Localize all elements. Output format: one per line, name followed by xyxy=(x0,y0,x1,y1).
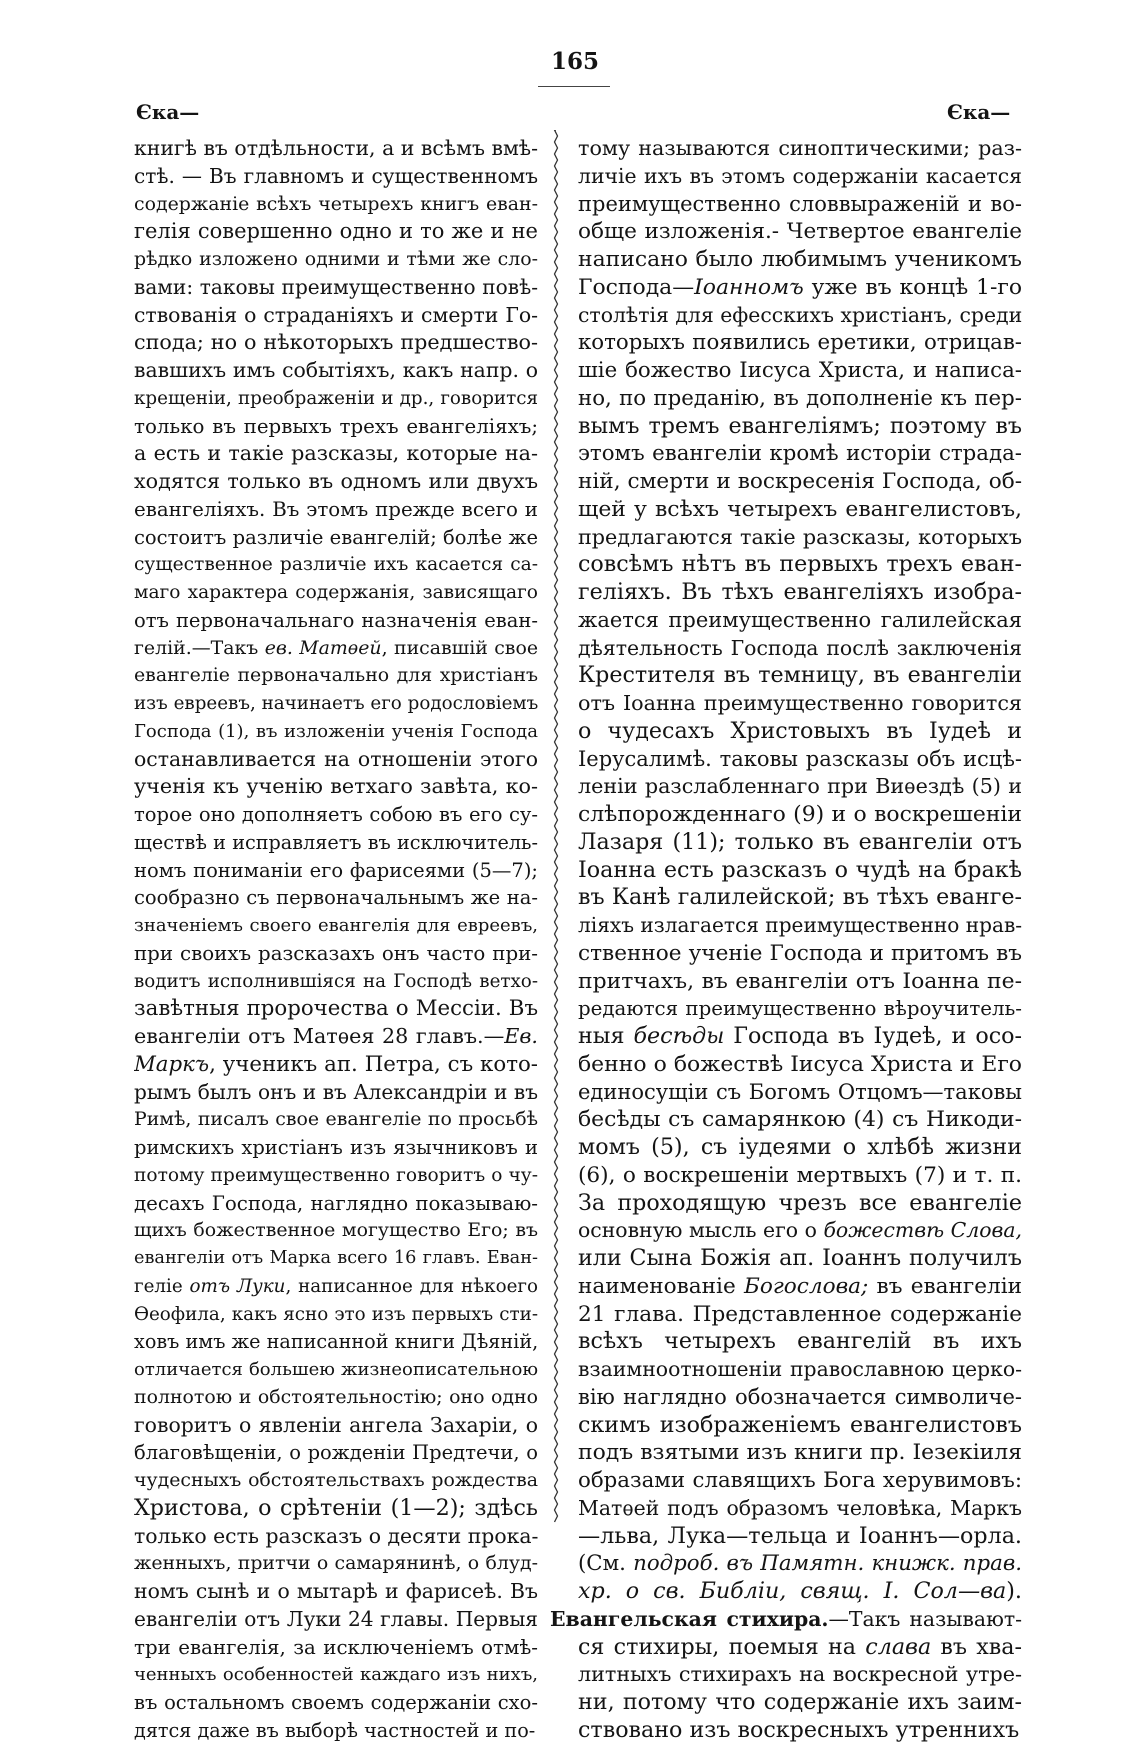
text-segment: содержаніе всѣхъ четырехъ книгъ еван- xyxy=(134,192,538,215)
text-line xyxy=(578,191,1022,219)
text-line xyxy=(134,274,538,302)
text-line xyxy=(134,968,538,996)
text-line xyxy=(134,1634,538,1662)
text-segment: литныхъ стихирахъ на воскресной утре- xyxy=(578,1662,1022,1687)
text-segment: геліе xyxy=(134,1275,190,1297)
text-line xyxy=(134,329,538,357)
text-segment: потому преимущественно говоритъ о чу- xyxy=(134,1164,538,1186)
text-line xyxy=(134,884,538,912)
text-line xyxy=(550,1606,1022,1634)
text-line xyxy=(134,1190,538,1218)
text-line xyxy=(578,1023,1022,1051)
text-segment: полнотою и обстоятельностію; оно одно xyxy=(134,1385,538,1408)
text-line xyxy=(578,607,1022,635)
text-line xyxy=(578,1079,1022,1107)
text-segment: ществѣ и исправляетъ въ исключитель- xyxy=(134,830,538,854)
text-line xyxy=(578,1106,1022,1134)
text-segment: преимущественно словвыраженій и во- xyxy=(578,191,1022,216)
text-segment: обще изложенія.- Четвертое евангеліе xyxy=(578,219,1022,245)
text-line xyxy=(134,912,538,940)
text-line xyxy=(134,496,538,524)
text-segment: щихъ божественное могущество Его; въ xyxy=(134,1219,538,1242)
text-segment: основную мысль его о xyxy=(578,1218,824,1243)
italic-text: Іоанномъ xyxy=(694,274,804,300)
text-segment: Римѣ, писалъ свое евангеліе по просьбѣ xyxy=(134,1108,538,1131)
text-segment: геліяхъ. Въ тѣхъ евангеліяхъ изобра- xyxy=(578,579,1022,605)
text-line xyxy=(578,1661,1022,1689)
text-segment: евангеліи отъ Луки 24 главы. Первыя xyxy=(134,1606,538,1631)
text-line xyxy=(134,1051,538,1079)
text-line xyxy=(578,524,1022,552)
text-segment: въ остальномъ своемъ содержаніи схо- xyxy=(134,1691,538,1714)
text-segment: ни, потому что содержаніе ихъ заим- xyxy=(578,1689,1022,1715)
text-line xyxy=(134,1578,538,1606)
text-line xyxy=(578,440,1022,468)
text-segment: существенное различіе ихъ касается са- xyxy=(134,554,538,576)
text-segment: о чудесахъ Христовыхъ въ Іудеѣ и xyxy=(578,717,1022,744)
text-line xyxy=(134,163,538,191)
text-segment: ствовано изъ воскресныхъ утреннихъ xyxy=(578,1716,1020,1743)
italic-text: хр. о св. Библіи, свящ. І. Сол—ва xyxy=(578,1578,1007,1604)
text-segment: изъ евреевъ, начинаетъ его родословіемъ xyxy=(134,693,538,714)
text-segment: личіе ихъ въ этомъ содержаніи касается xyxy=(578,163,1022,188)
italic-text: бесѣды xyxy=(633,1023,725,1049)
text-segment: дятся даже въ выборѣ частностей и по- xyxy=(134,1718,536,1742)
text-segment: ). xyxy=(1006,1578,1022,1604)
text-line xyxy=(134,690,538,718)
text-segment: дѣятельность Господа послѣ заключенія xyxy=(578,635,1022,660)
text-line xyxy=(578,746,1022,774)
text-segment: щей у всѣхъ четырехъ евангелистовъ, xyxy=(578,496,1022,522)
text-line xyxy=(134,191,538,219)
text-line xyxy=(578,246,1022,274)
text-line xyxy=(578,1051,1022,1079)
text-segment: ліяхъ излагается преимущественно нрав- xyxy=(578,913,1022,937)
italic-text: ев. Матѳей xyxy=(264,636,382,659)
text-line xyxy=(578,1439,1022,1467)
text-line xyxy=(578,468,1022,496)
text-line xyxy=(134,1245,538,1273)
text-segment: евангеліе первоначально для христіанъ xyxy=(134,664,538,687)
text-line xyxy=(578,662,1022,690)
text-segment: останавливается на отношеніи этого xyxy=(134,746,538,771)
text-line xyxy=(578,690,1022,718)
text-line xyxy=(134,607,538,635)
text-line xyxy=(578,413,1022,441)
text-segment: Іерусалимѣ. таковы разсказы объ исцѣ- xyxy=(578,746,1022,771)
text-line xyxy=(134,1689,538,1717)
text-segment: ній, смерти и воскресенія Господа, об- xyxy=(578,469,1022,494)
text-line xyxy=(578,884,1022,912)
text-line xyxy=(578,718,1022,746)
text-line xyxy=(134,246,538,274)
text-line xyxy=(578,968,1022,996)
text-segment: наименованіе xyxy=(578,1273,744,1299)
text-line xyxy=(578,912,1022,940)
text-segment: подъ взятыми изъ книги пр. Іезекіиля xyxy=(578,1440,1022,1466)
text-segment: момъ (5), съ іудеями о хлѣбѣ жизни xyxy=(578,1134,1022,1160)
text-line xyxy=(134,302,538,330)
text-segment: номъ пониманіи его фарисеями (5—7); xyxy=(134,858,538,882)
text-segment: совсѣмъ нѣтъ въ первыхъ трехъ еван- xyxy=(578,551,1022,578)
text-line xyxy=(134,385,538,413)
text-segment: въ хва- xyxy=(931,1633,1022,1660)
text-line xyxy=(578,1162,1022,1190)
text-line xyxy=(578,773,1022,801)
text-segment: ходятся только въ одномъ или двухъ xyxy=(134,469,538,493)
text-line xyxy=(578,1356,1022,1384)
text-segment: уже въ концѣ 1-го xyxy=(803,274,1022,300)
text-segment: Крестителя въ темницу, въ евангеліи xyxy=(578,662,1022,689)
text-line xyxy=(578,1717,1022,1745)
text-line xyxy=(578,1412,1022,1440)
left-column xyxy=(134,135,538,1745)
italic-text: отъ Луки xyxy=(189,1275,286,1297)
text-segment: ченныхъ особенностей каждаго изъ нихъ, xyxy=(134,1664,538,1686)
text-line xyxy=(578,1134,1022,1162)
text-segment: вами: таковы преимущественно повѣ- xyxy=(134,274,538,299)
text-line xyxy=(134,801,538,829)
italic-text: Ев. xyxy=(504,1024,538,1048)
text-segment: ственное ученіе Господа и притомъ въ xyxy=(578,940,1022,966)
text-segment: евангеліяхъ. Въ этомъ прежде всего и xyxy=(134,497,538,521)
text-segment: въ Канѣ галилейской; въ тѣхъ еванге- xyxy=(578,884,1022,911)
text-line xyxy=(134,1273,538,1301)
italic-text: подроб. въ Памятн. книжк. прав. xyxy=(633,1551,1022,1577)
text-segment: римскихъ христіанъ изъ язычниковъ и xyxy=(134,1136,538,1159)
text-line xyxy=(578,857,1022,885)
text-line xyxy=(134,857,538,885)
text-line xyxy=(134,551,538,579)
text-line xyxy=(134,940,538,968)
text-line xyxy=(134,1079,538,1107)
text-segment: столѣтія для ефесскихъ христіанъ, среди xyxy=(578,302,1022,327)
text-segment: Матѳей подъ образомъ человѣка, Маркъ xyxy=(578,1495,1022,1520)
text-line xyxy=(578,329,1022,357)
text-line xyxy=(578,1495,1022,1523)
text-line xyxy=(134,579,538,607)
text-line xyxy=(134,1134,538,1162)
text-segment: торое оно дополняетъ собою въ его су- xyxy=(134,803,538,826)
text-line xyxy=(134,1328,538,1356)
text-segment: евангеліи отъ Марка всего 16 главъ. Еван- xyxy=(134,1248,538,1268)
text-segment: бесѣды съ самарянкою (4) съ Никоди- xyxy=(578,1107,1022,1133)
running-head-left: Єка— xyxy=(136,100,200,124)
text-line xyxy=(134,1523,538,1551)
text-line xyxy=(578,274,1022,302)
text-line xyxy=(134,1023,538,1051)
text-segment: только въ первыхъ трехъ евангеліяхъ; xyxy=(134,414,538,438)
text-segment: За проходящую чрезъ все евангеліе xyxy=(578,1189,1022,1216)
text-line xyxy=(134,1606,538,1634)
text-line xyxy=(134,746,538,774)
text-line xyxy=(578,218,1022,246)
text-segment: отъ первоначальнаго назначенія еван- xyxy=(134,608,538,632)
text-line xyxy=(134,1412,538,1440)
text-line xyxy=(578,1273,1022,1301)
text-line xyxy=(578,163,1022,191)
text-line xyxy=(578,1384,1022,1412)
running-head-right: Єка— xyxy=(947,100,1011,124)
text-segment: леніи разслабленнаго при Виѳездѣ (5) и xyxy=(578,774,1022,799)
text-segment: Господа въ Іудеѣ, и осо- xyxy=(724,1023,1022,1049)
text-segment: десахъ Господа, наглядно показываю- xyxy=(134,1191,538,1215)
text-line xyxy=(578,1190,1022,1218)
text-segment: всѣхъ четырехъ евангелій въ ихъ xyxy=(578,1328,1022,1355)
text-segment: образами славящихъ Бога херувимовъ: xyxy=(578,1468,1022,1493)
text-segment: этомъ евангеліи кромѣ исторіи страда- xyxy=(578,441,1022,467)
text-segment: или Сына Божія ап. Іоаннъ получилъ xyxy=(578,1245,1022,1271)
text-line xyxy=(134,1384,538,1412)
text-line xyxy=(134,218,538,246)
text-segment: книгѣ въ отдѣльности, а и всѣмъ вмѣ- xyxy=(134,136,538,160)
text-line xyxy=(578,1301,1022,1329)
text-segment: вавшихъ имъ событіяхъ, какъ напр. о xyxy=(134,358,538,382)
text-segment: взаимноотношеніи православною церко- xyxy=(578,1357,1022,1381)
text-line xyxy=(578,135,1022,163)
text-segment: (См. xyxy=(578,1551,634,1577)
text-segment: сообразно съ первоначальнымъ же на- xyxy=(134,886,538,910)
text-segment: Лазаря (11); только въ евангеліи отъ xyxy=(578,828,1022,855)
text-segment: Ѳеофила, какъ ясно это изъ первыхъ сти- xyxy=(134,1303,538,1325)
text-line xyxy=(578,579,1022,607)
text-segment: ученія къ ученію ветхаго завѣта, ко- xyxy=(134,774,538,799)
text-line xyxy=(134,440,538,468)
text-line xyxy=(134,1217,538,1245)
text-line xyxy=(578,801,1022,829)
text-line xyxy=(578,995,1022,1023)
text-line xyxy=(134,1106,538,1134)
text-segment: въ евангеліи xyxy=(868,1273,1022,1299)
text-line xyxy=(134,1550,538,1578)
text-segment: гелія совершенно одно и то же и не xyxy=(134,219,538,244)
text-segment: предлагаются такіе разсказы, которыхъ xyxy=(578,524,1022,549)
text-segment: отличается большею жизнеописательною xyxy=(134,1359,538,1380)
text-segment: а есть и такіе разсказы, которые на- xyxy=(134,441,538,466)
text-segment: рѣдко изложено одними и тѣми же сло- xyxy=(134,248,538,270)
text-segment: ствованія о страданіяхъ и смерти Го- xyxy=(134,302,538,327)
text-line xyxy=(134,357,538,385)
text-segment: завѣтныя пророчества о Мессіи. Въ xyxy=(134,996,538,1022)
text-segment: Христова, о срѣтеніи (1—2); здѣсь xyxy=(134,1494,538,1521)
text-segment: тому называются синоптическими; раз- xyxy=(578,136,1022,160)
text-segment: при своихъ разсказахъ онъ часто при- xyxy=(134,941,538,965)
page-number-rule xyxy=(538,86,610,87)
italic-text: Богослова; xyxy=(743,1273,869,1299)
text-segment: которыхъ появились еретики, отрицав- xyxy=(578,330,1022,356)
text-line xyxy=(134,1301,538,1329)
text-segment: —льва, Лука—тельца и Іоаннъ—орла. xyxy=(578,1522,1022,1549)
text-line xyxy=(134,1356,538,1384)
text-line xyxy=(134,1162,538,1190)
text-line xyxy=(578,551,1022,579)
text-line xyxy=(134,1495,538,1523)
text-segment: написано было любимымъ ученикомъ xyxy=(578,247,1022,272)
text-segment: маго характера содержанія, зависящаго xyxy=(134,582,538,603)
text-line xyxy=(134,468,538,496)
text-segment: жается преимущественно галилейская xyxy=(578,607,1022,632)
text-segment: но, по преданію, въ дополненіе къ пер- xyxy=(578,385,1022,411)
text-line xyxy=(578,357,1022,385)
text-segment: ныя xyxy=(578,1023,634,1049)
text-segment: только есть разсказъ о десяти прока- xyxy=(134,1523,538,1548)
text-segment: единосущіи съ Богомъ Отцомъ—таковы xyxy=(578,1079,1022,1104)
text-segment: притчахъ, въ евангеліи отъ Іоанна пе- xyxy=(578,968,1022,994)
text-line xyxy=(134,413,538,441)
text-segment: три евангелія, за исключеніемъ отмѣ- xyxy=(134,1635,538,1659)
text-segment: бенно о божествѣ Іисуса Христа и Его xyxy=(578,1051,1022,1077)
text-segment: (6), о воскрешеніи мертвыхъ (7) и т. п. xyxy=(578,1162,1022,1188)
text-segment: ховъ имъ же написанной книги Дѣяній, xyxy=(134,1330,538,1354)
text-segment: евангеліи отъ Матѳея 28 главъ.— xyxy=(134,1024,505,1048)
text-segment: состоитъ различіе евангелій; болѣе же xyxy=(134,525,538,549)
text-segment: скимъ изображеніемъ евангелистовъ xyxy=(578,1411,1022,1438)
right-column xyxy=(550,135,1022,1745)
text-segment: номъ сынѣ и о мытарѣ и фарисеѣ. Въ xyxy=(134,1579,538,1603)
text-segment: крещеніи, преображеніи и др., говорится xyxy=(134,387,538,409)
text-line xyxy=(578,1550,1022,1578)
text-line xyxy=(134,829,538,857)
text-segment: Господа (1), въ изложеніи ученія Господа xyxy=(134,720,538,742)
italic-text: Маркъ xyxy=(134,1051,210,1077)
text-line xyxy=(578,1245,1022,1273)
text-segment: , написанное для нѣкоего xyxy=(285,1275,538,1297)
text-segment: гелій.—Такъ xyxy=(134,636,265,659)
text-line xyxy=(134,662,538,690)
text-segment: отъ Іоанна преимущественно говорится xyxy=(578,691,1022,715)
text-line xyxy=(578,1467,1022,1495)
italic-text: слава xyxy=(865,1633,932,1660)
text-segment: слѣпорожденнаго (9) и о воскрешеніи xyxy=(578,802,1022,827)
text-line xyxy=(134,718,538,746)
text-segment: значеніемъ своего евангелія для евреевъ, xyxy=(134,915,538,936)
text-line xyxy=(134,524,538,552)
entry-headword: Евангельская стихира. xyxy=(550,1606,829,1631)
text-line xyxy=(578,829,1022,857)
text-segment: стѣ. — Въ главномъ и существенномъ xyxy=(134,163,538,188)
text-segment: рымъ былъ онъ и въ Александріи и въ xyxy=(134,1079,538,1104)
text-segment: благовѣщеніи, о рожденіи Предтечи, о xyxy=(134,1441,538,1465)
text-segment: 21 глава. Представленное содержаніе xyxy=(578,1301,1022,1327)
text-line xyxy=(578,1689,1022,1717)
page-number: 165 xyxy=(550,48,599,75)
text-segment: говоритъ о явленіи ангела Захаріи, о xyxy=(134,1412,538,1437)
text-segment: Господа— xyxy=(578,274,695,300)
column-divider xyxy=(553,130,559,1525)
text-segment: спода; но о нѣкоторыхъ предшество- xyxy=(134,330,538,355)
text-line xyxy=(578,385,1022,413)
text-segment: редаются преимущественно вѣроучитель- xyxy=(578,997,1022,1021)
text-segment: вымъ тремъ евангеліямъ; поэтому въ xyxy=(578,412,1022,439)
text-line xyxy=(578,1217,1022,1245)
text-line xyxy=(134,1661,538,1689)
text-line xyxy=(578,1634,1022,1662)
text-segment: шіе божество Іисуса Христа, и написа- xyxy=(578,358,1022,383)
text-line xyxy=(134,773,538,801)
text-line xyxy=(134,135,538,163)
text-segment: чудесныхъ обстоятельствахъ рождества xyxy=(134,1469,538,1491)
text-line xyxy=(134,995,538,1023)
text-segment: водитъ исполнившіяся на Господѣ ветхо- xyxy=(134,970,538,992)
text-segment: Іоанна есть разсказъ о чудѣ на бракѣ xyxy=(578,856,1022,883)
text-line xyxy=(134,1467,538,1495)
text-segment: вію наглядно обозначается символиче- xyxy=(578,1384,1022,1409)
text-segment: , писавшій свое xyxy=(381,636,538,659)
text-segment: ся стихиры, поемыя на xyxy=(578,1633,866,1660)
text-segment: , ученикъ ап. Петра, съ кото- xyxy=(209,1051,538,1077)
text-line xyxy=(578,1523,1022,1551)
text-line xyxy=(578,302,1022,330)
text-line xyxy=(134,1439,538,1467)
text-line xyxy=(578,635,1022,663)
italic-text: божествѣ Слова, xyxy=(823,1218,1022,1243)
text-line xyxy=(578,1328,1022,1356)
text-segment: женныхъ, притчи о самарянинѣ, о блуд- xyxy=(134,1552,538,1575)
text-line xyxy=(134,1717,538,1745)
text-line xyxy=(578,496,1022,524)
text-segment: —Такъ называют- xyxy=(828,1606,1022,1631)
text-line xyxy=(134,635,538,663)
text-line xyxy=(578,940,1022,968)
text-line xyxy=(578,1578,1022,1606)
